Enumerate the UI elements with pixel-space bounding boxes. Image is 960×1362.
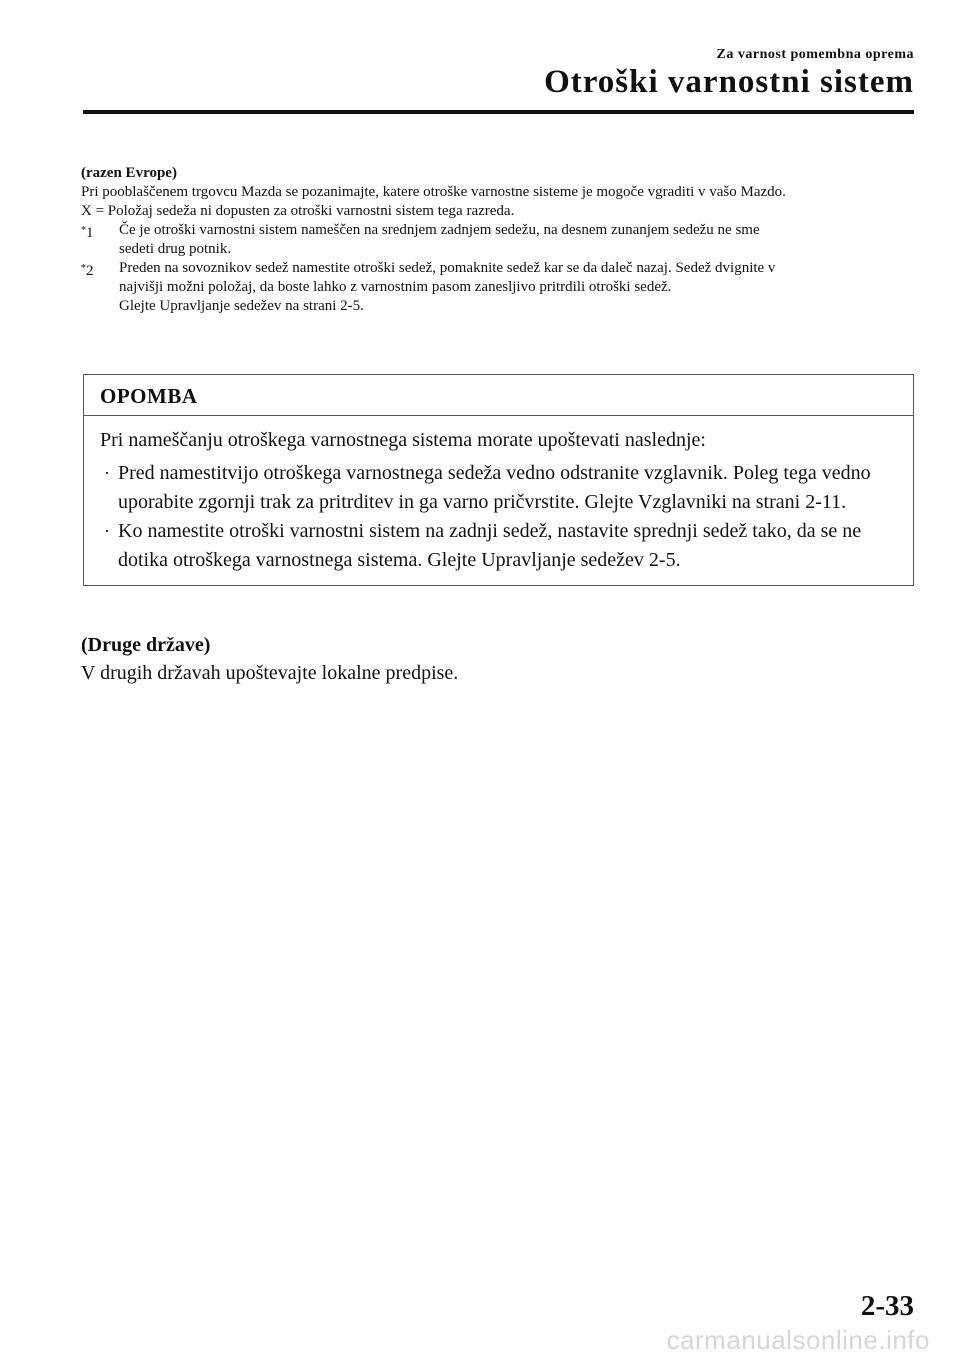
footnote-line: Če je otroški varnostni sistem nameščen na srednjem zadnjem sedežu, na desnem zunanjem sedežu ne sme [119,222,760,238]
note-box [83,374,914,586]
other-countries-text: V drugih državah upoštevajte lokalne predpise. [81,662,459,684]
page-title: Otroški varnostni sistem [544,64,914,100]
note-intro: Pri nameščanju otroškega varnostnega sistema morate upoštevati naslednje: [100,429,706,451]
footnote-line: Preden na sovoznikov sedež namestite otroški sedež, pomaknite sedež kar se da daleč nazaj. Sedež dvignite v [119,260,776,276]
footnote-line: najvišji možni položaj, da boste lahko z varnostnim pasom zanesljivo pritrdili otroški sedež. [119,279,672,295]
bullet-text: Ko namestite otroški varnostni sistem na zadnji sedež, nastavite sprednji sedež tako, da se ne dotika otroškega varnostnega sistema. Glejte Upravljanje sedežev 2-5. [118,520,862,571]
header-rule [83,110,914,114]
notes-block [81,164,911,316]
bullet-text: Pred namestitvijo otroškega varnostnega sedeža vedno odstranite vzglavnik. Poleg tega vedno uporabite zgornji trak za pritrditev in ga varno pričvrstite. Glejte Vzglavniki na strani 2-11. [118,462,871,513]
x-legend: X = Položaj sedeža ni dopusten za otroški varnostni sistem tega razreda. [81,203,515,219]
footnote-2 [81,259,911,316]
footnote-line: sedeti drug potnik. [119,241,232,257]
note-bullets [100,459,897,575]
bullet-dot-icon: · [104,463,110,483]
page-number: 2-33 [860,1290,914,1322]
region-label: (razen Evrope) [81,165,177,181]
dealer-intro: Pri pooblaščenem trgovcu Mazda se pozanimajte, katere otroške varnostne sisteme je mogoče vgraditi v vašo Mazdo. [81,184,786,200]
list-item [100,459,897,517]
note-box-body [84,416,913,585]
footnote-line: Glejte Upravljanje sedežev na strani 2-5. [119,298,364,314]
list-item [100,517,897,575]
watermark: carmanualsonline.info [666,1325,930,1355]
footnote-marker: *1 [81,225,94,241]
footnote-1 [81,221,911,259]
section-subtitle: Za varnost pomembna oprema [716,47,914,62]
footnote-marker: *2 [81,263,94,279]
bullet-dot-icon: · [104,521,110,541]
other-countries-heading: (Druge države) [81,634,211,656]
note-box-title: OPOMBA [84,375,913,416]
